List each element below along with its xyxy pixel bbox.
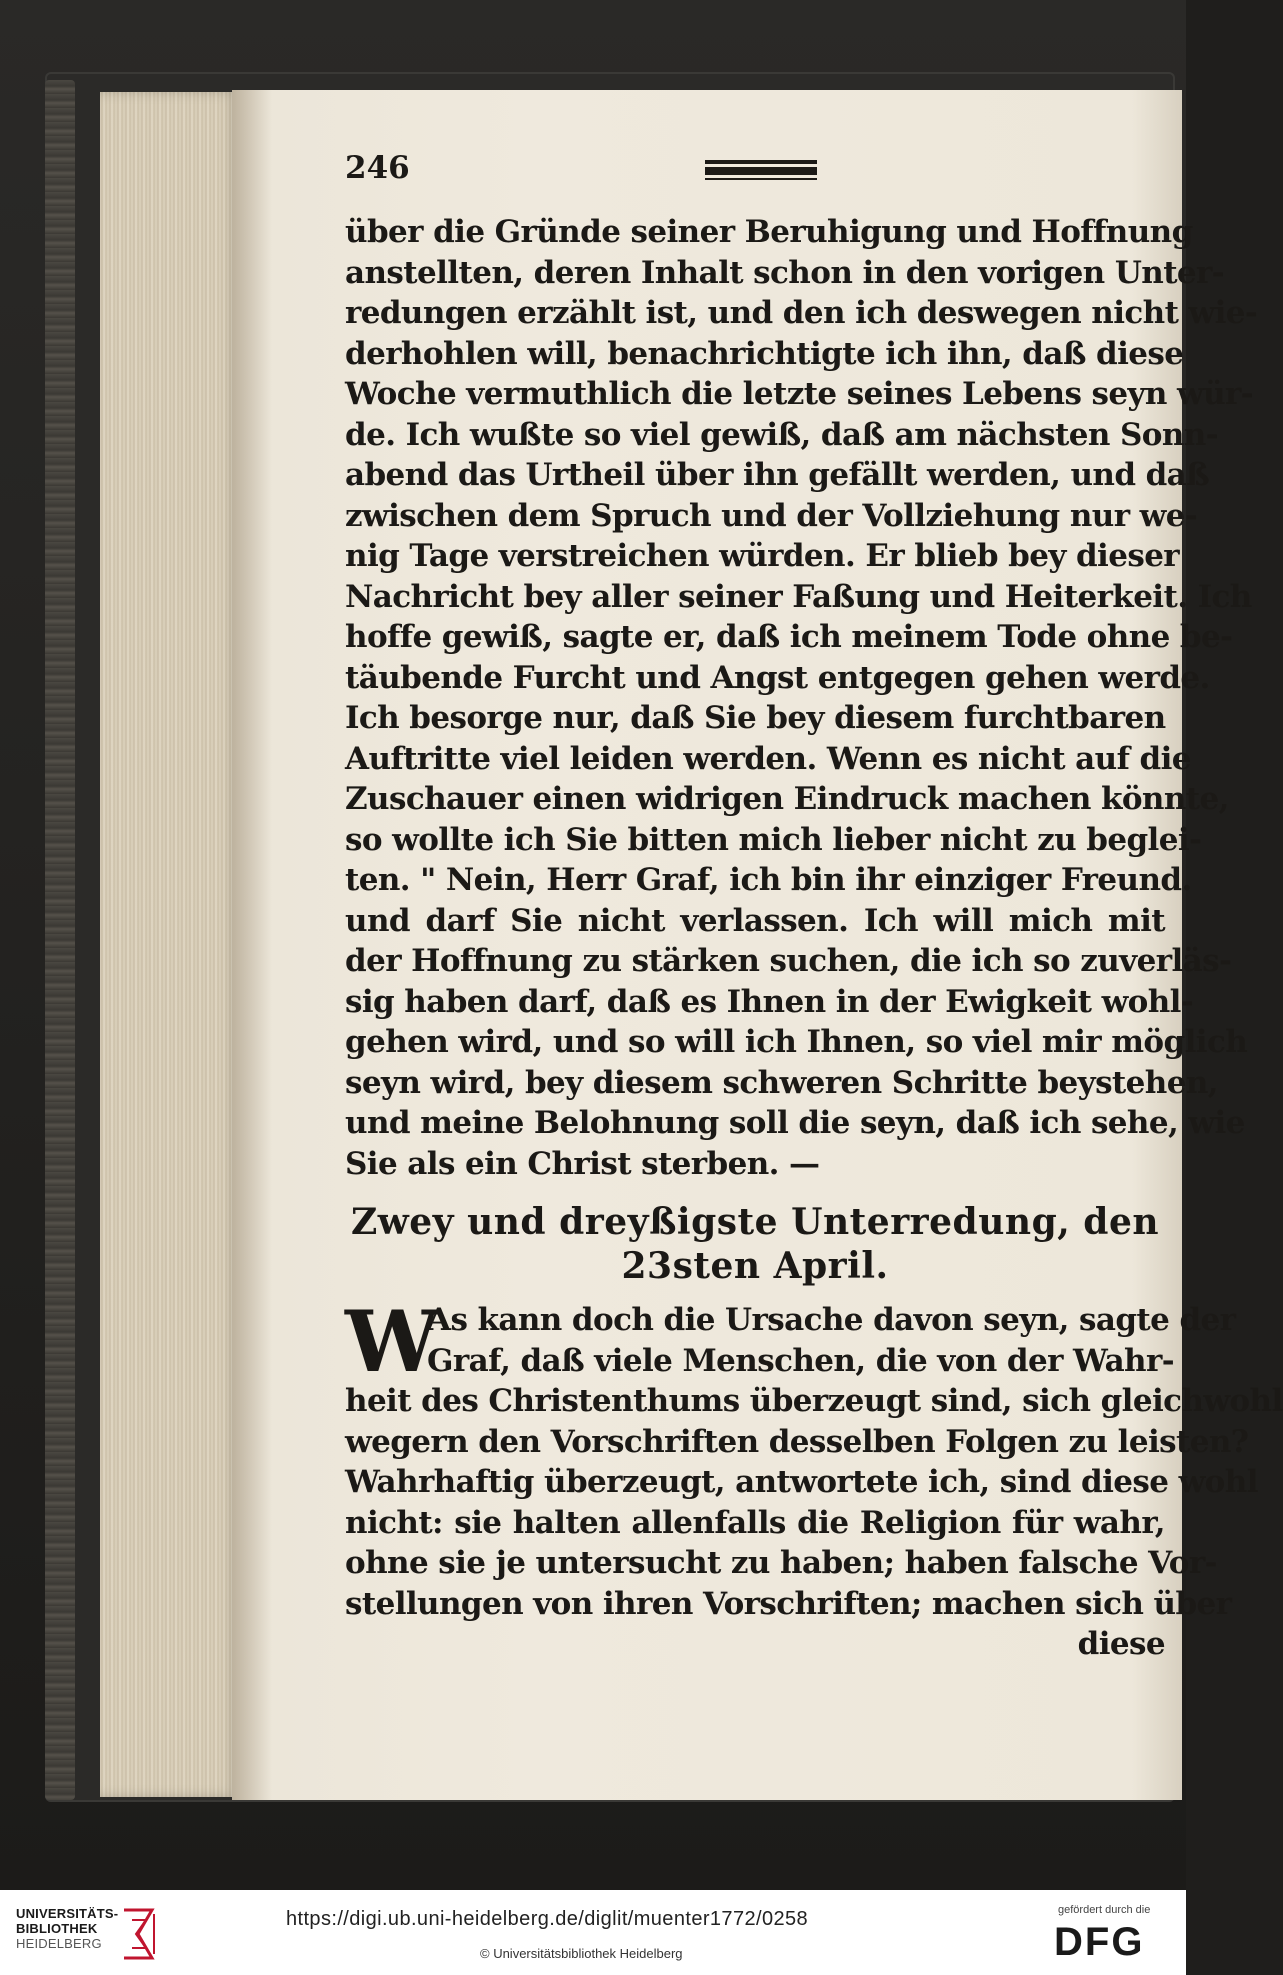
text-line: seyn wird, bey diesem schweren Schritte beystehen, — [345, 1064, 1218, 1101]
text-line: der Hoffnung zu stärken suchen, die ich so zuverläs- — [345, 943, 1232, 979]
text-line: abend das Urtheil über ihn gefällt werden, und daß — [345, 457, 1210, 493]
text-line: Ich besorge nur, daß Sie bey diesem furchtbaren — [345, 700, 1166, 736]
text-line: zwischen dem Spruch und der Vollziehung nur we- — [345, 497, 1198, 534]
text-line: und meine Belohnung soll die seyn, daß ich sehe, wie — [345, 1105, 1245, 1141]
text-line: Sie als ein Christ sterben. — — [345, 1145, 820, 1182]
text-line: so wollte ich Sie bitten mich lieber nicht zu beglei- — [345, 821, 1202, 858]
text-line: ten. " Nein, Herr Graf, ich bin ihr einziger Freund. — [345, 862, 1192, 898]
heading-line-2: 23sten April. — [621, 1245, 889, 1287]
page-number: 246 — [345, 150, 410, 186]
text-line: stellungen von ihren Vorschriften; machen sich über — [345, 1585, 1232, 1622]
text-line: nig Tage verstreichen würden. Er blieb bey dieser — [345, 538, 1180, 574]
text-line: As kann doch die Ursache davon seyn, sagte der — [427, 1302, 1236, 1338]
text-line: derhohlen will, benachrichtigte ich ihn, daß diese — [345, 335, 1184, 372]
text-line: Wahrhaftig überzeugt, antwortete ich, sind diese wohl — [345, 1464, 1258, 1500]
text-line: anstellten, deren Inhalt schon in den vorigen Unter- — [345, 254, 1225, 291]
header-ornament — [705, 160, 817, 180]
text-line: Zuschauer einen widrigen Eindruck machen könnte, — [345, 781, 1229, 817]
permalink-url[interactable]: https://digi.ub.uni-heidelberg.de/diglit/muenter1772/0258 — [286, 1908, 809, 1930]
text-line: nicht: sie halten allenfalls die Religion für wahr, — [345, 1504, 1165, 1541]
text-line: Woche vermuthlich die letzte seines Lebens seyn wür- — [345, 376, 1254, 412]
section-heading — [345, 1200, 1165, 1288]
viewer-footer — [0, 1890, 1186, 1975]
gutter-shadow — [232, 90, 272, 1800]
text-line: Auftritte viel leiden werden. Wenn es nicht auf die — [345, 740, 1191, 777]
catchword: diese — [1077, 1626, 1165, 1662]
text-line: und darf Sie nicht verlassen. Ich will mich mit — [345, 902, 1165, 939]
heading-line-1: Zwey und dreyßigste Unterredung, den — [350, 1201, 1160, 1243]
text-line: de. Ich wußte so viel gewiß, daß am nächsten Sonn- — [345, 416, 1218, 453]
paragraph-1 — [345, 212, 1258, 1184]
copyright-notice: © Universitätsbibliothek Heidelberg — [480, 1946, 683, 1961]
text-line: gehen wird, und so will ich Ihnen, so viel mir möglich — [345, 1024, 1248, 1060]
text-line: täubende Furcht und Angst entgegen gehen werde. — [345, 659, 1210, 696]
funded-by-label: gefördert durch die — [1058, 1904, 1151, 1916]
text-line: Graf, daß viele Menschen, die von der Wahr- — [427, 1342, 1174, 1379]
text-line: wegern den Vorschriften desselben Folgen zu leisten? — [345, 1423, 1249, 1460]
text-line: Nachricht bey aller seiner Faßung und Heiterkeit. Ich — [345, 578, 1252, 615]
library-name[interactable]: UNIVERSITÄTS- BIBLIOTHEK HEIDELBERG — [16, 1906, 119, 1951]
text-line: ohne sie je untersucht zu haben; haben falsche Vor- — [345, 1545, 1217, 1581]
library-logo-icon[interactable] — [118, 1904, 164, 1962]
text-line: hoffe gewiß, sagte er, daß ich meinem Tode ohne be- — [345, 619, 1233, 655]
page-stack-edge — [100, 92, 240, 1797]
drop-initial: W — [345, 1292, 440, 1391]
text-line: redungen erzählt ist, und den ich deswegen nicht wie- — [345, 295, 1258, 331]
text-line: sig haben darf, daß es Ihnen in der Ewigkeit wohl- — [345, 983, 1194, 1020]
text-line: heit des Christenthums überzeugt sind, sich gleichwohl — [345, 1383, 1283, 1419]
text-line: über die Gründe seiner Beruhigung und Hoffnung — [345, 214, 1193, 250]
book-spine-edge — [45, 80, 75, 1800]
paragraph-2 — [345, 1292, 1283, 1665]
dfg-logo[interactable]: DFG — [1054, 1920, 1145, 1964]
